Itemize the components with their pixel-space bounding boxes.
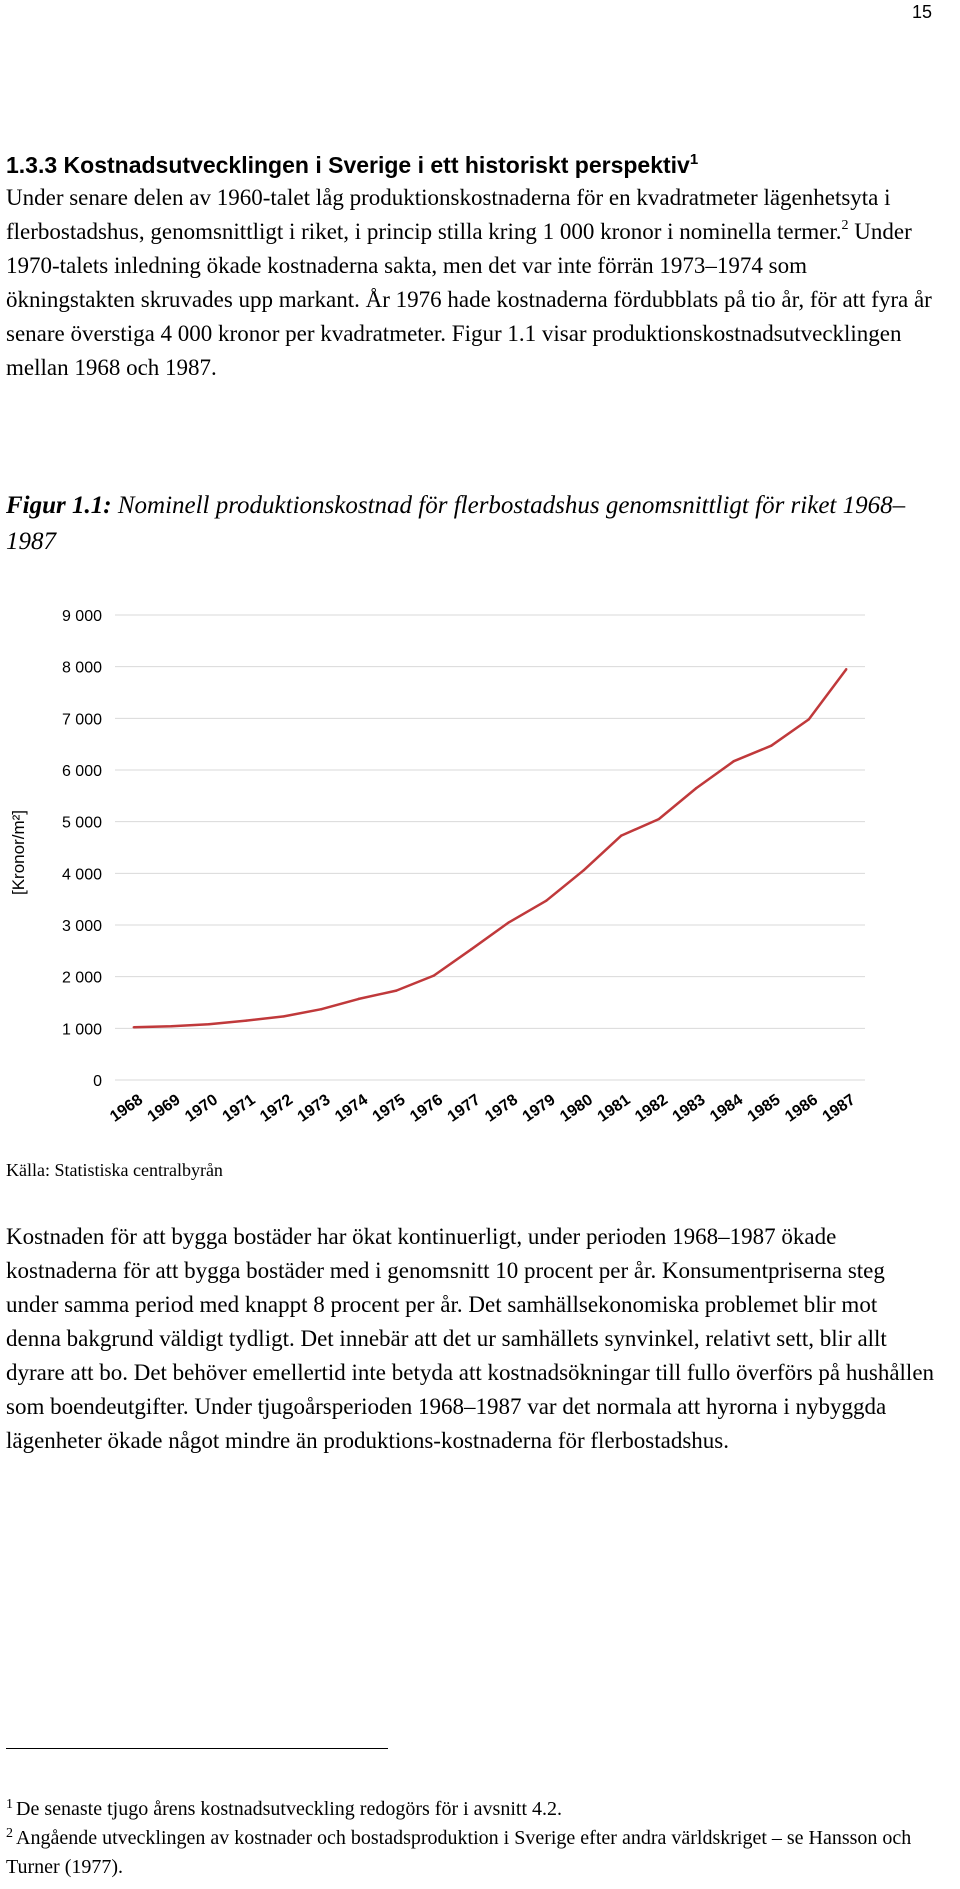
chart-y-tick-label: 4 000 (61, 866, 102, 884)
chart-x-tick-label: 1979 (519, 1091, 559, 1126)
discussion-paragraph: Kostnaden för att bygga bostäder har ökat kontinuerligt, under perioden 1968–1987 ökade kostnaderna för att bygga bostäder med i genomsnitt 10 procent per år. Konsumentpriserna steg under samma period med knappt 8 procent per år. Det samhällsekonomiska problemet blir mot denna bakgrund väldigt tydligt. Det innebär att det ur samhällets synvinkel, relativt sett, blir allt dyrare att bo. Det behöver emellertid inte betyda att kostnadsökningar till fullo överförs på hushållen som boendeutgifter. Under tjugoårsperioden 1968–1987 var det normala att hyrorna i nybyggda lägenheter ökade något mindre än produktions-kostnaderna för flerbostadshus. (6, 1224, 935, 1453)
chart-x-tick-label: 1977 (444, 1091, 484, 1126)
chart-x-tick-label: 1968 (107, 1091, 147, 1126)
chart-data-point (770, 745, 772, 747)
figure-caption (6, 488, 936, 560)
chart-y-tick-label: 9 000 (61, 608, 102, 625)
chart-x-tick-label: 1976 (407, 1091, 447, 1126)
chart-x-tick-label: 1970 (182, 1091, 222, 1126)
chart-y-tick-label: 2 000 (61, 969, 102, 987)
chart-x-tick-label: 1985 (744, 1091, 784, 1126)
chart-data-point (470, 948, 472, 950)
chart-y-tick-label: 1 000 (61, 1021, 102, 1039)
figure-source: Källa: Statistiska centralbyrån (6, 1160, 223, 1180)
footnote-2-mark: 2 (6, 1826, 13, 1841)
chart-y-tick-label: 7 000 (61, 711, 102, 729)
footnote-divider (6, 1748, 388, 1749)
chart-data-point (358, 998, 360, 1000)
chart-y-axis-label: [Kronor/m²] (9, 809, 28, 896)
figure-label: Figur 1.1: (6, 492, 112, 519)
footnote-1-mark: 1 (6, 1797, 13, 1812)
chart-x-tick-label: 1980 (557, 1091, 597, 1126)
chart-series (133, 668, 848, 1028)
chart-data-point (658, 818, 660, 820)
section-heading-text: 1.3.3 Kostnadsutvecklingen i Sverige i ett historiskt perspektiv (6, 152, 690, 178)
chart-data-point (170, 1025, 172, 1027)
footnote-1-text: De senaste tjugo årens kostnadsutveckling redogörs för i avsnitt 4.2. (16, 1798, 562, 1820)
chart-x-tick-label: 1975 (369, 1091, 409, 1126)
chart-x-tick-label: 1984 (707, 1091, 747, 1126)
chart-data-point (545, 900, 547, 902)
chart-data-point (808, 718, 810, 720)
chart-data-point (283, 1015, 285, 1017)
cost-line-chart (0, 595, 900, 1155)
chart-data-point (245, 1019, 247, 1021)
chart-data-point (395, 989, 397, 991)
chart-x-tick-label: 1986 (782, 1091, 822, 1126)
chart-x-tick-label: 1987 (819, 1091, 859, 1126)
chart-y-tick-labels (62, 608, 102, 1090)
chart-data-point (733, 760, 735, 762)
paragraph-footnote-ref[interactable]: 2 (841, 218, 849, 233)
chart-data-point (845, 668, 847, 670)
chart-x-tick-label: 1969 (144, 1091, 184, 1126)
footnote-2 (6, 1824, 936, 1882)
intro-paragraph (6, 181, 936, 385)
page-number: 15 (911, 2, 932, 22)
chart-data-point (208, 1023, 210, 1025)
chart-x-tick-label: 1973 (294, 1091, 334, 1126)
chart-x-tick-label: 1978 (482, 1091, 522, 1126)
chart-data-point (695, 787, 697, 789)
chart-x-tick-label: 1971 (219, 1091, 259, 1126)
section-heading (6, 150, 936, 180)
chart-series-line (134, 669, 847, 1027)
intro-paragraph-part1: Under senare delen av 1960-talet låg produktionskostnaderna för en kvadratmeter lägenhetsyta i flerbostadshus, genomsnittligt i riket, i princip stilla kring 1 000 kronor i nominella termer. (6, 185, 891, 244)
chart-y-tick-label: 3 000 (61, 918, 102, 935)
chart-y-tick-label: 5 000 (61, 814, 102, 832)
footnote-2-text: Angående utvecklingen av kostnader och bostadsproduktion i Sverige efter andra världskriget – se Hansson och Turner (1977). (6, 1827, 912, 1878)
chart-data-point (583, 869, 585, 871)
chart-data-point (133, 1026, 135, 1028)
chart-gridlines (115, 615, 865, 1080)
footnote-1 (6, 1795, 936, 1824)
heading-footnote-ref[interactable]: 1 (689, 151, 699, 168)
figure-caption-text: Nominell produktionskostnad för flerbostadshus genomsnittligt för riket 1968–1987 (6, 492, 906, 555)
chart-y-tick-label: 0 (93, 1073, 102, 1090)
chart-data-point (508, 921, 510, 923)
chart-y-tick-label: 8 000 (61, 659, 102, 677)
chart-data-point (620, 834, 622, 836)
chart-x-tick-label: 1982 (632, 1091, 672, 1126)
chart-x-tick-label: 1983 (669, 1091, 709, 1126)
intro-paragraph-part2: Under 1970-talets inledning ökade kostnaderna sakta, men det var inte förrän 1973–1974 som ökningstakten skruvades upp markant. År 1976 hade kostnaderna fördubblats på tio år, för att fyra år senare överstiga 4 000 kronor per kvadratmeter. Figur 1.1 visar produktionskostnadsutvecklingen mellan 1968 och 1987. (6, 219, 932, 380)
chart-x-tick-label: 1972 (257, 1091, 297, 1126)
chart-x-tick-label: 1974 (332, 1091, 372, 1126)
chart-data-point (320, 1008, 322, 1010)
chart-x-tick-labels (107, 1091, 858, 1125)
chart-x-tick-label: 1981 (594, 1091, 634, 1126)
chart-data-point (433, 974, 435, 976)
chart-y-tick-label: 6 000 (61, 763, 102, 780)
